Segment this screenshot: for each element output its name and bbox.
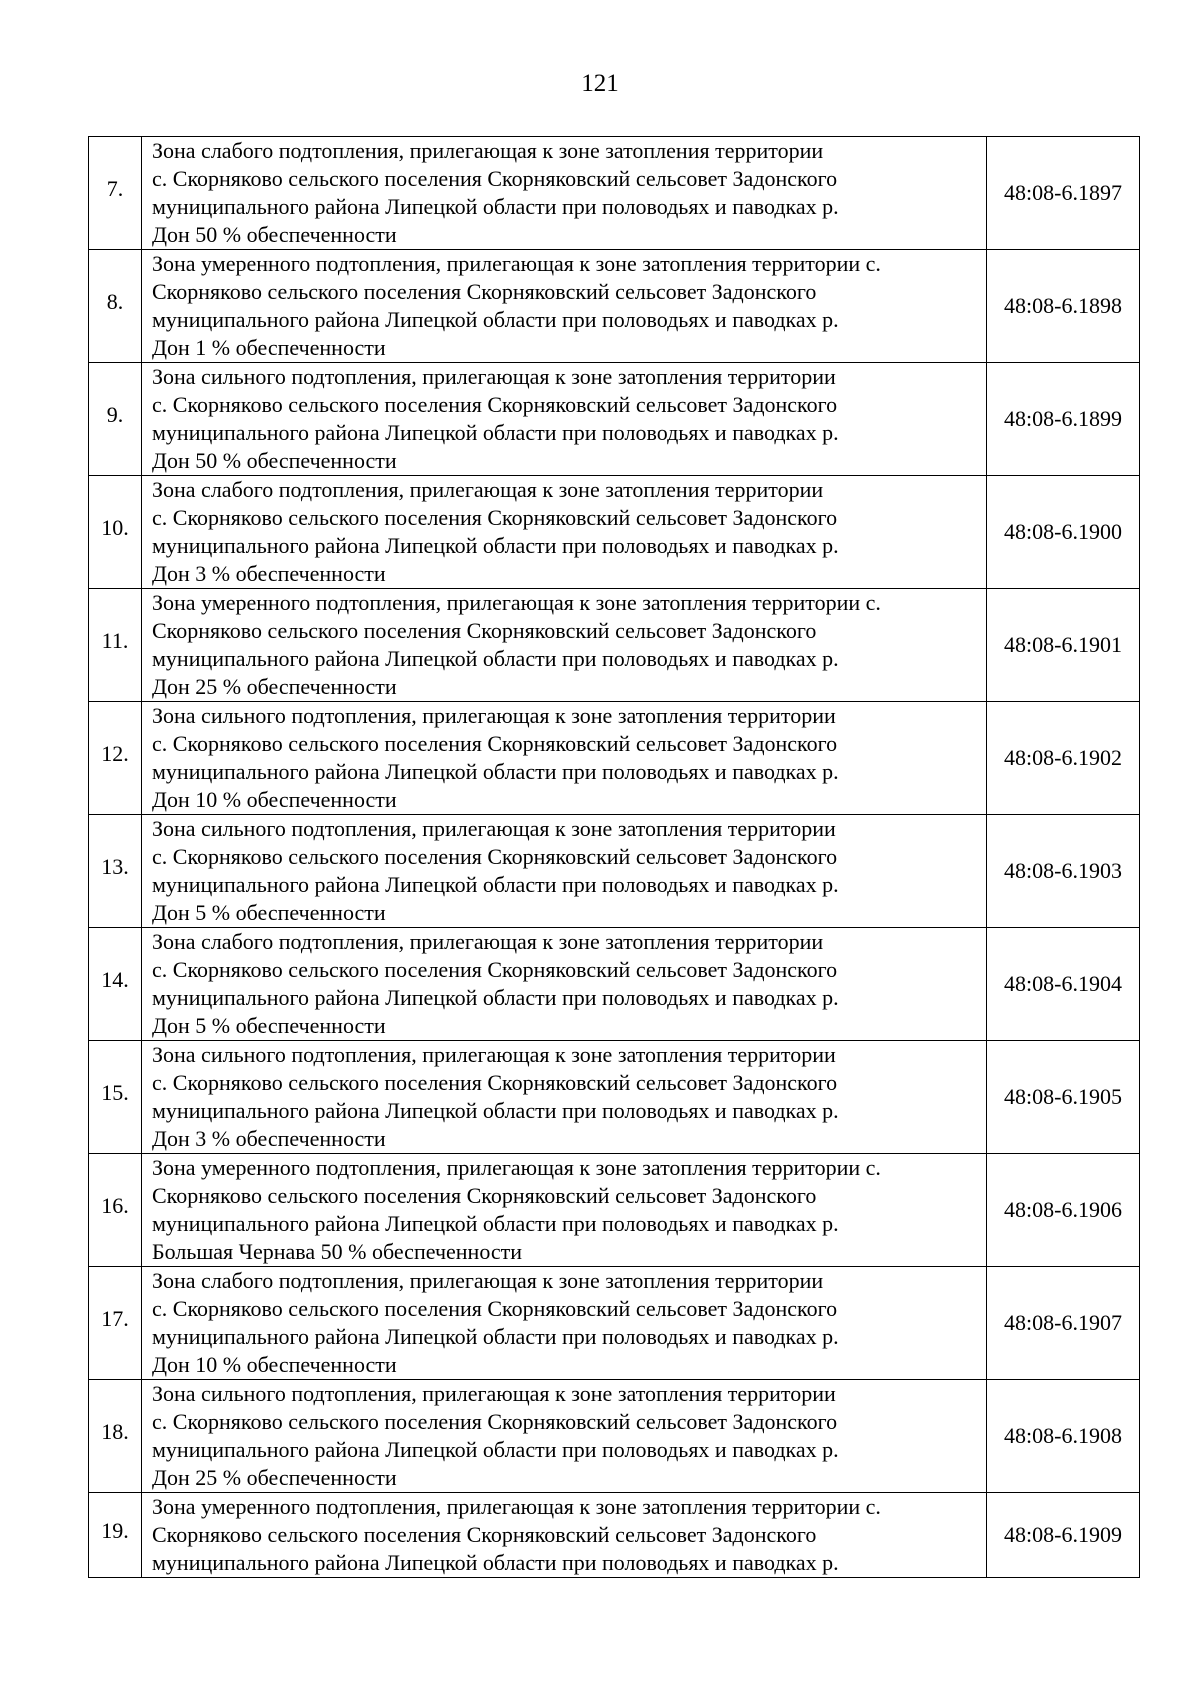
zone-description-line: муниципального района Липецкой области при половодьях и паводках р. (152, 985, 839, 1010)
zone-description-cell (142, 137, 987, 250)
row-number-cell (89, 1380, 142, 1493)
table-row (89, 1154, 1140, 1267)
zone-description-line: Скорняково сельского поселения Скорняковский сельсовет Задонского (152, 279, 817, 304)
row-number: 18. (101, 1419, 129, 1444)
table-row (89, 1380, 1140, 1493)
registry-number-cell (987, 815, 1140, 928)
registry-number-cell (987, 589, 1140, 702)
zone-description-line: Дон 1 % обеспеченности (152, 335, 386, 360)
zone-description-line: Зона умеренного подтопления, прилегающая к зоне затопления территории с. (152, 1494, 881, 1519)
zone-description-line: с. Скорняково сельского поселения Скорняковский сельсовет Задонского (152, 844, 838, 869)
row-number: 8. (106, 289, 124, 314)
row-number-cell (89, 1267, 142, 1380)
row-number: 12. (101, 741, 129, 766)
row-number: 16. (101, 1193, 129, 1218)
row-number: 10. (101, 515, 129, 540)
zone-description-line: Зона слабого подтопления, прилегающая к зоне затопления территории (152, 477, 824, 502)
table-row (89, 476, 1140, 589)
zone-description-cell (142, 250, 987, 363)
zone-description-line: Дон 3 % обеспеченности (152, 1126, 386, 1151)
table-row (89, 137, 1140, 250)
registry-number-cell (987, 1154, 1140, 1267)
zone-description-line: Дон 25 % обеспеченности (152, 674, 397, 699)
zone-description-line: Зона слабого подтопления, прилегающая к зоне затопления территории (152, 138, 824, 163)
zone-description-cell (142, 1154, 987, 1267)
zone-description-cell (142, 1493, 987, 1578)
registry-number-cell (987, 928, 1140, 1041)
zone-description-line: Скорняково сельского поселения Скорняковский сельсовет Задонского (152, 1522, 817, 1547)
row-number-cell (89, 1154, 142, 1267)
table-row (89, 1493, 1140, 1578)
zone-description-line: Дон 25 % обеспеченности (152, 1465, 397, 1490)
registry-number-cell (987, 1041, 1140, 1154)
zone-description-cell (142, 589, 987, 702)
registry-number: 48:08-6.1903 (1004, 858, 1122, 883)
zone-description-line: с. Скорняково сельского поселения Скорняковский сельсовет Задонского (152, 957, 838, 982)
registry-number-cell (987, 1267, 1140, 1380)
table-row (89, 589, 1140, 702)
row-number: 19. (101, 1518, 129, 1543)
zone-description-line: Зона умеренного подтопления, прилегающая к зоне затопления территории с. (152, 1155, 881, 1180)
zone-description-line: Зона сильного подтопления, прилегающая к зоне затопления территории (152, 364, 836, 389)
registry-number-cell (987, 1493, 1140, 1578)
row-number-cell (89, 815, 142, 928)
zone-description-line: Зона сильного подтопления, прилегающая к зоне затопления территории (152, 1381, 836, 1406)
zone-description-line: Дон 5 % обеспеченности (152, 900, 386, 925)
zone-description-line: с. Скорняково сельского поселения Скорняковский сельсовет Задонского (152, 731, 838, 756)
registry-number: 48:08-6.1898 (1004, 293, 1122, 318)
zone-description-line: с. Скорняково сельского поселения Скорняковский сельсовет Задонского (152, 392, 838, 417)
row-number-cell (89, 363, 142, 476)
zone-description-line: Зона сильного подтопления, прилегающая к зоне затопления территории (152, 816, 836, 841)
registry-number-cell (987, 363, 1140, 476)
registry-number: 48:08-6.1905 (1004, 1084, 1122, 1109)
registry-number: 48:08-6.1909 (1004, 1522, 1122, 1547)
zone-description-cell (142, 476, 987, 589)
zone-description-line: муниципального района Липецкой области при половодьях и паводках р. (152, 872, 839, 897)
zone-description-line: с. Скорняково сельского поселения Скорняковский сельсовет Задонского (152, 1070, 838, 1095)
row-number-cell (89, 250, 142, 363)
zone-description-cell (142, 1041, 987, 1154)
row-number-cell (89, 137, 142, 250)
registry-number: 48:08-6.1908 (1004, 1423, 1122, 1448)
row-number-cell (89, 702, 142, 815)
table-row (89, 928, 1140, 1041)
registry-number-cell (987, 250, 1140, 363)
table-row (89, 363, 1140, 476)
zone-description-line: Зона умеренного подтопления, прилегающая к зоне затопления территории с. (152, 251, 881, 276)
zone-description-cell (142, 702, 987, 815)
zone-description-line: муниципального района Липецкой области при половодьях и паводках р. (152, 307, 839, 332)
zone-description-line: Большая Чернава 50 % обеспеченности (152, 1239, 523, 1264)
page-number: 121 (581, 70, 619, 97)
zone-description-line: с. Скорняково сельского поселения Скорняковский сельсовет Задонского (152, 505, 838, 530)
row-number: 15. (101, 1080, 129, 1105)
zone-description-line: муниципального района Липецкой области при половодьях и паводках р. (152, 420, 839, 445)
zone-description-line: муниципального района Липецкой области при половодьях и паводках р. (152, 1437, 839, 1462)
row-number-cell (89, 928, 142, 1041)
zone-description-line: с. Скорняково сельского поселения Скорняковский сельсовет Задонского (152, 1409, 838, 1434)
registry-number-cell (987, 137, 1140, 250)
table-row (89, 1041, 1140, 1154)
zone-description-line: Зона умеренного подтопления, прилегающая к зоне затопления территории с. (152, 590, 881, 615)
registry-number: 48:08-6.1902 (1004, 745, 1122, 770)
zone-description-cell (142, 363, 987, 476)
registry-number-cell (987, 1380, 1140, 1493)
zone-description-line: Скорняково сельского поселения Скорняковский сельсовет Задонского (152, 1183, 817, 1208)
registry-number: 48:08-6.1897 (1004, 180, 1122, 205)
row-number: 14. (101, 967, 129, 992)
zone-description-line: Дон 10 % обеспеченности (152, 787, 397, 812)
zone-description-line: Зона слабого подтопления, прилегающая к зоне затопления территории (152, 1268, 824, 1293)
zone-description-line: муниципального района Липецкой области при половодьях и паводках р. (152, 1324, 839, 1349)
zones-table (88, 136, 1140, 1578)
zone-description-line: муниципального района Липецкой области при половодьях и паводках р. (152, 194, 839, 219)
zone-description-line: с. Скорняково сельского поселения Скорняковский сельсовет Задонского (152, 166, 838, 191)
registry-number-cell (987, 476, 1140, 589)
row-number: 17. (101, 1306, 129, 1331)
zone-description-line: Дон 10 % обеспеченности (152, 1352, 397, 1377)
zone-description-line: муниципального района Липецкой области при половодьях и паводках р. (152, 1550, 839, 1575)
zone-description-line: Дон 3 % обеспеченности (152, 561, 386, 586)
zone-description-line: муниципального района Липецкой области при половодьях и паводках р. (152, 1211, 839, 1236)
zone-description-line: Зона слабого подтопления, прилегающая к зоне затопления территории (152, 929, 824, 954)
row-number-cell (89, 589, 142, 702)
zone-description-line: Дон 5 % обеспеченности (152, 1013, 386, 1038)
row-number: 7. (106, 176, 124, 201)
row-number-cell (89, 1041, 142, 1154)
zone-description-line: муниципального района Липецкой области при половодьях и паводках р. (152, 533, 839, 558)
row-number: 9. (106, 402, 124, 427)
row-number-cell (89, 1493, 142, 1578)
zone-description-line: муниципального района Липецкой области при половодьях и паводках р. (152, 646, 839, 671)
table-row (89, 1267, 1140, 1380)
zone-description-line: Зона сильного подтопления, прилегающая к зоне затопления территории (152, 1042, 836, 1067)
zone-description-line: Дон 50 % обеспеченности (152, 448, 397, 473)
zone-description-cell (142, 928, 987, 1041)
zone-description-line: Дон 50 % обеспеченности (152, 222, 397, 247)
table-row (89, 702, 1140, 815)
registry-number: 48:08-6.1901 (1004, 632, 1122, 657)
registry-number-cell (987, 702, 1140, 815)
zone-description-cell (142, 1380, 987, 1493)
zone-description-line: Зона сильного подтопления, прилегающая к зоне затопления территории (152, 703, 836, 728)
row-number: 13. (101, 854, 129, 879)
row-number: 11. (101, 628, 129, 653)
zone-description-line: муниципального района Липецкой области при половодьях и паводках р. (152, 759, 839, 784)
registry-number: 48:08-6.1904 (1004, 971, 1122, 996)
registry-number: 48:08-6.1899 (1004, 406, 1122, 431)
registry-number: 48:08-6.1900 (1004, 519, 1122, 544)
registry-number: 48:08-6.1906 (1004, 1197, 1122, 1222)
zone-description-line: Скорняково сельского поселения Скорняковский сельсовет Задонского (152, 618, 817, 643)
zone-description-line: муниципального района Липецкой области при половодьях и паводках р. (152, 1098, 839, 1123)
table-row (89, 250, 1140, 363)
registry-number: 48:08-6.1907 (1004, 1310, 1122, 1335)
table-row (89, 815, 1140, 928)
zone-description-cell (142, 1267, 987, 1380)
zone-description-line: с. Скорняково сельского поселения Скорняковский сельсовет Задонского (152, 1296, 838, 1321)
zone-description-cell (142, 815, 987, 928)
zones-table-body (89, 137, 1140, 1578)
row-number-cell (89, 476, 142, 589)
